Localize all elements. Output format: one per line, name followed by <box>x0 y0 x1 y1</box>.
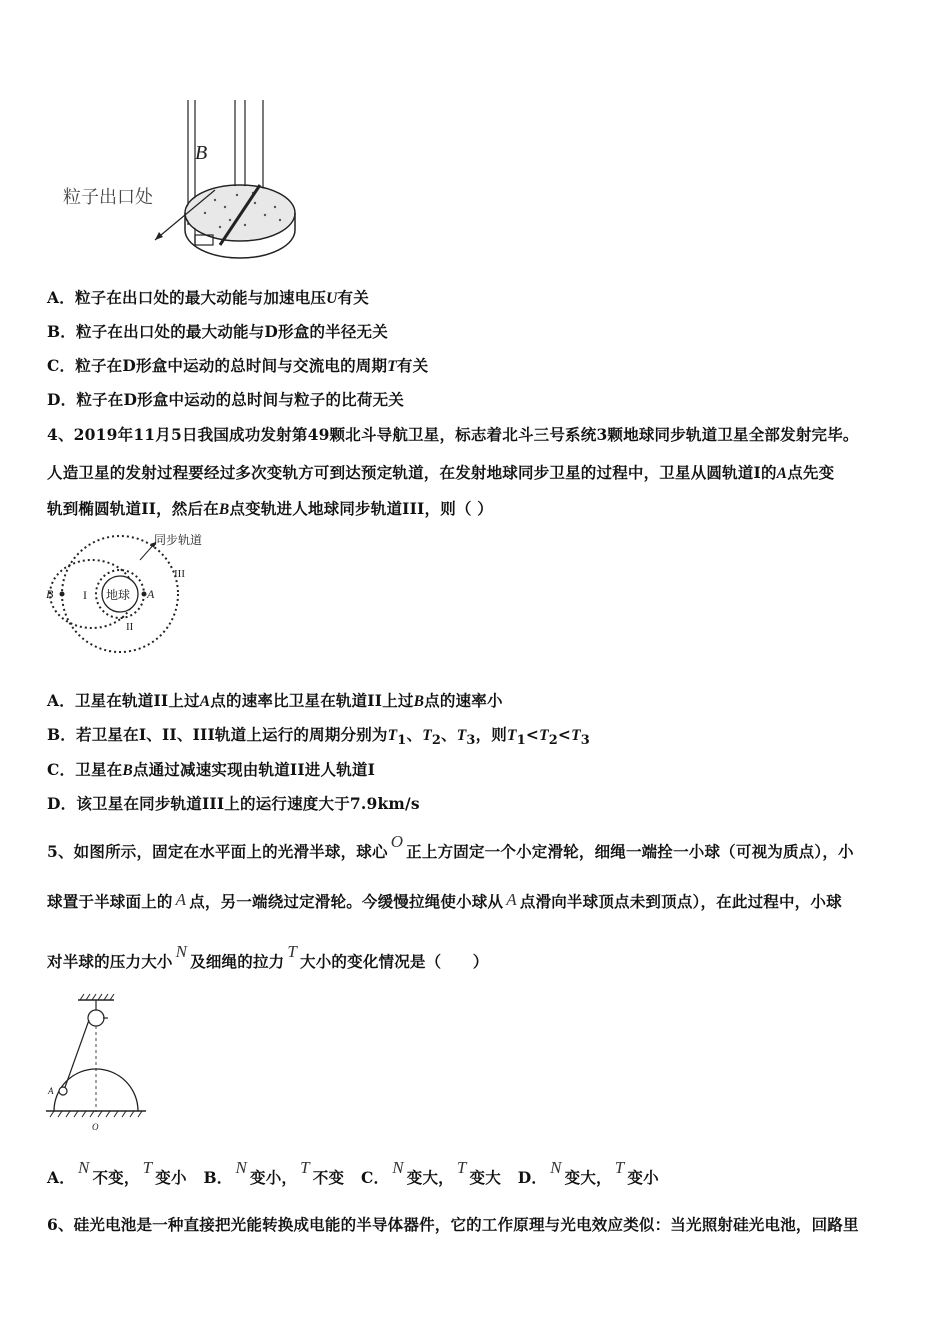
earth-label: 地球 <box>106 588 131 602</box>
cyclotron-figure <box>55 95 315 265</box>
q4-option-a: A．卫星在轨道II上过A点的速率比卫星在轨道II上过B点的速率小 <box>47 691 503 710</box>
q5-stem-line2: 球置于半球面上的 A 点，另一端绕过定滑轮。今缓慢拉绳使小球从 A 点滑向半球顶点未到顶点），在此过程中，小球 <box>47 890 842 911</box>
orbit-i-label: I <box>83 588 87 602</box>
field-b-label: B <box>195 142 208 164</box>
q3-option-c: C．粒子在D形盒中运动的总时间与交流电的周期T有关 <box>47 356 429 375</box>
fig-point-o: O <box>92 1122 99 1132</box>
q3-option-a: A．粒子在出口处的最大动能与加速电压U有关 <box>47 288 369 307</box>
q5-stem-line3: 对半球的压力大小N及细绳的拉力T大小的变化情况是（ ） <box>47 942 489 971</box>
orbit-figure <box>40 528 240 658</box>
point-a-label: A <box>147 587 155 601</box>
q4-stem-line1: 4、2019年11月5日我国成功发射第49颗北斗导航卫星，标志着北斗三号系统3颗地球同步轨道卫星全部发射完毕。 <box>47 425 859 444</box>
orbit-ii-label: II <box>126 621 134 633</box>
q5-stem-line1: 5、如图所示，固定在水平面上的光滑半球，球心O正上方固定一个小定滑轮，细绳一端拴一小球（可视为质点），小 <box>47 832 854 861</box>
q5-options: A．N不变，T变小 B．N变小，T不变 C．N变大，T变大 D．N变大，T变小 <box>47 1158 659 1187</box>
q4-option-c: C．卫星在B点通过减速实现由轨道II进人轨道I <box>47 760 376 779</box>
sync-orbit-label: 同步轨道 <box>154 533 203 547</box>
q6-stem-line1: 6、硅光电池是一种直接把光能转换成电能的半导体器件，它的工作原理与光电效应类似：当光照射硅光电池，回路里 <box>47 1215 859 1234</box>
hemisphere-figure <box>42 990 152 1135</box>
q3-option-d: D．粒子在D形盒中运动的总时间与粒子的比荷无关 <box>47 390 404 409</box>
q3-option-b: B．粒子在出口处的最大动能与D形盒的半径无关 <box>47 322 388 341</box>
q4-option-d: D．该卫星在同步轨道III上的运行速度大于7.9km/s <box>47 794 420 813</box>
q4-option-b: B．若卫星在I、II、III轨道上运行的周期分别为$T_1$、$T_2$、$T_3$，则$T_1<T_2<T_3$ <box>47 725 590 749</box>
point-b-label: B <box>46 587 54 601</box>
q4-stem-line3: 轨到椭圆轨道II，然后在B点变轨进人地球同步轨道III，则（ ） <box>47 499 493 518</box>
exit-label: 粒子出口处 <box>63 187 153 208</box>
q4-stem-line2: 人造卫星的发射过程要经过多次变轨方可到达预定轨道，在发射地球同步卫星的过程中，卫星从圆轨道I的A点先变 <box>47 463 835 482</box>
orbit-iii-label: III <box>174 568 185 580</box>
fig-point-a: A <box>48 1086 54 1096</box>
